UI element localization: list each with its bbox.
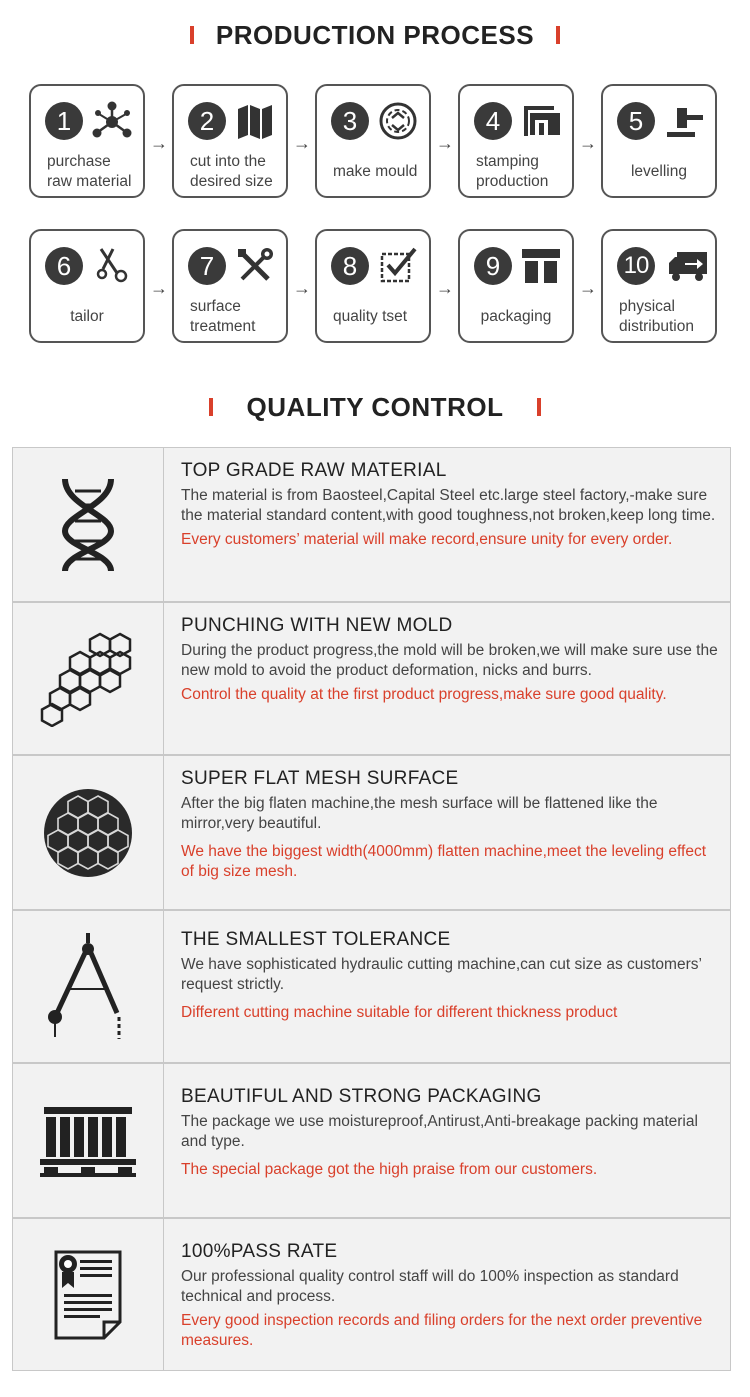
quality-icon-cell xyxy=(13,448,164,601)
arrow-icon: → xyxy=(150,133,168,153)
quality-heading: TOP GRADE RAW MATERIAL xyxy=(181,460,447,481)
step-number: 8 xyxy=(331,247,369,285)
quality-note: Different cutting machine suitable for different thickness product xyxy=(181,1004,618,1021)
quality-heading: SUPER FLAT MESH SURFACE xyxy=(181,768,459,789)
quality-body: After the big flaten machine,the mesh surface will be flattened like the mirror,very beautiful. xyxy=(181,795,658,832)
quality-heading: PUNCHING WITH NEW MOLD xyxy=(181,615,453,636)
step-number: 2 xyxy=(188,102,226,140)
package-icon xyxy=(520,245,562,287)
arrow-icon: → xyxy=(293,278,311,298)
quality-body: The package we use moistureproof,Antirust,Anti-breakage packing material and type. xyxy=(181,1113,698,1150)
process-step-4 xyxy=(458,84,574,198)
step-number: 4 xyxy=(474,102,512,140)
quality-heading: BEAUTIFUL AND STRONG PACKAGING xyxy=(181,1086,542,1107)
step-label: physical distribution xyxy=(619,298,694,335)
quality-body: We have sophisticated hydraulic cutting machine,can cut size as customers’ request strictly. xyxy=(181,956,702,993)
truck-icon xyxy=(667,245,709,287)
process-step-8 xyxy=(315,229,431,343)
step-label: make mould xyxy=(333,163,418,180)
step-number: 9 xyxy=(474,247,512,285)
step-number: 5 xyxy=(617,102,655,140)
title-accent-bar xyxy=(209,398,213,416)
quality-item xyxy=(12,1063,731,1218)
production-title-text: PRODUCTION PROCESS xyxy=(215,20,535,50)
quality-item xyxy=(12,447,731,602)
step-label: packaging xyxy=(480,308,552,325)
map-icon xyxy=(234,100,276,142)
quality-note: The special package got the high praise from our customers. xyxy=(181,1161,598,1178)
quality-body: During the product progress,the mold will be broken,we will make sure use the new mold to avoid the product deformation, nicks and burrs. xyxy=(181,642,718,679)
dna-icon xyxy=(53,475,123,575)
quality-title-text: QUALITY CONTROL xyxy=(246,392,504,422)
scissors-icon xyxy=(91,245,133,287)
quality-note: Control the quality at the first product progress,make sure good quality. xyxy=(181,686,667,703)
arrow-icon: → xyxy=(150,278,168,298)
hexagon-mesh-icon xyxy=(40,631,136,727)
quality-title xyxy=(0,392,750,423)
quality-note: We have the biggest width(4000mm) flatten machine,meet the leveling effect of big size mesh. xyxy=(181,843,706,880)
step-label: levelling xyxy=(630,163,687,180)
arrow-icon: → xyxy=(436,278,454,298)
arrow-icon: → xyxy=(436,133,454,153)
step-label: tailor xyxy=(70,308,104,325)
quality-heading: 100%PASS RATE xyxy=(181,1241,338,1262)
process-step-3 xyxy=(315,84,431,198)
process-step-1 xyxy=(29,84,145,198)
arrow-icon: → xyxy=(579,133,597,153)
tools-icon xyxy=(234,245,276,287)
process-step-7 xyxy=(172,229,288,343)
quality-note: Every customers’ material will make record,ensure unity for every order. xyxy=(181,531,673,548)
quality-icon-cell xyxy=(13,1064,164,1217)
quality-icon-cell xyxy=(13,756,164,909)
pallet-package-icon xyxy=(40,1105,136,1177)
quality-body: The material is from Baosteel,Capital Steel etc.large steel factory,-make sure the material standard content,with good toughness,not broken,keep long time. xyxy=(181,487,716,524)
title-accent-bar xyxy=(556,26,560,44)
step-label: surface treatment xyxy=(190,298,256,335)
certificate-icon xyxy=(52,1248,124,1342)
process-step-6 xyxy=(29,229,145,343)
process-step-2 xyxy=(172,84,288,198)
step-number: 1 xyxy=(45,102,83,140)
quality-icon-cell xyxy=(13,911,164,1062)
molecule-icon xyxy=(91,100,133,142)
step-number: 7 xyxy=(188,247,226,285)
hammer-icon xyxy=(663,100,705,142)
production-title xyxy=(0,20,750,51)
step-label: purchase raw material xyxy=(47,153,132,190)
step-number: 6 xyxy=(45,247,83,285)
quality-body: Our professional quality control staff will do 100% inspection as standard technical and process. xyxy=(181,1268,679,1305)
arrow-icon: → xyxy=(579,278,597,298)
process-step-10 xyxy=(601,229,717,343)
quality-item xyxy=(12,910,731,1063)
process-step-5 xyxy=(601,84,717,198)
process-step-9 xyxy=(458,229,574,343)
step-number: 10 xyxy=(617,247,655,285)
step-label: cut into the desired size xyxy=(190,153,273,190)
recycle-gear-icon xyxy=(377,100,419,142)
stamping-press-icon xyxy=(520,100,562,142)
title-accent-bar xyxy=(190,26,194,44)
mesh-disc-icon xyxy=(42,787,134,879)
quality-item xyxy=(12,1218,731,1371)
step-number: 3 xyxy=(331,102,369,140)
quality-item xyxy=(12,755,731,910)
quality-heading: THE SMALLEST TOLERANCE xyxy=(181,929,451,950)
compass-icon xyxy=(43,929,133,1045)
quality-icon-cell xyxy=(13,1219,164,1370)
quality-icon-cell xyxy=(13,603,164,754)
step-label: quality tset xyxy=(333,308,408,325)
quality-note: Every good inspection records and filing orders for the next order preventive measures. xyxy=(181,1312,703,1349)
quality-item xyxy=(12,602,731,755)
checkbox-icon xyxy=(377,245,419,287)
title-accent-bar xyxy=(537,398,541,416)
arrow-icon: → xyxy=(293,133,311,153)
step-label: stamping production xyxy=(476,153,549,190)
